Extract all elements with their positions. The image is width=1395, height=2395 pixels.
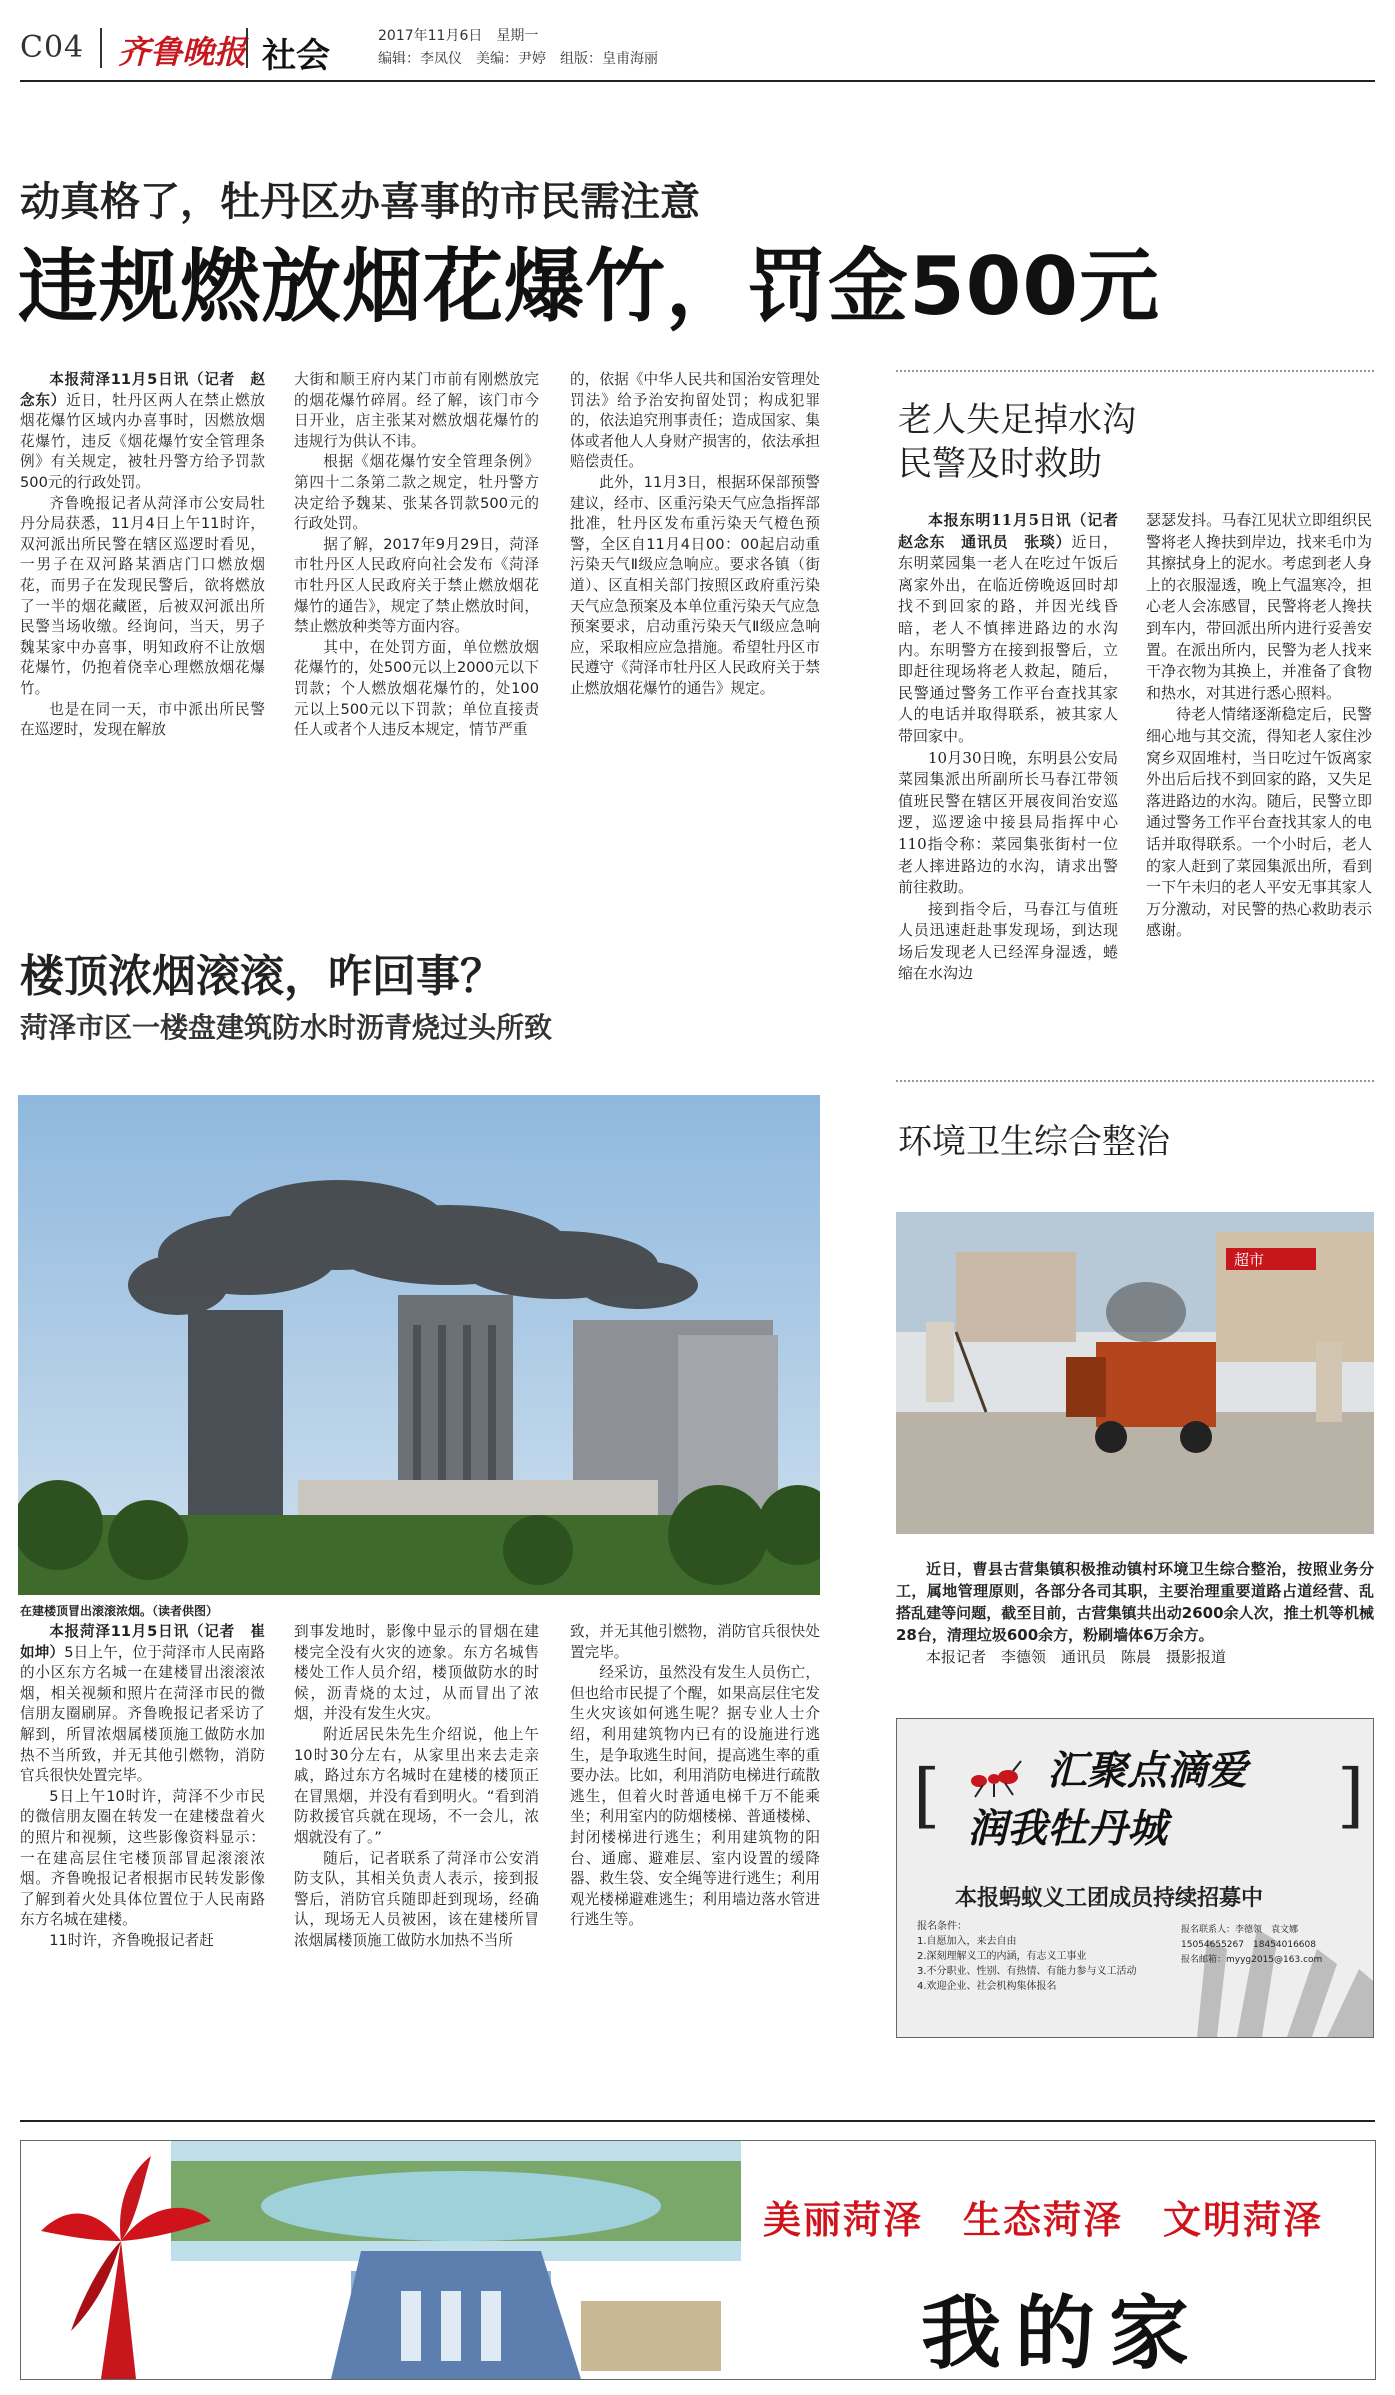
- side1-title-line-1: 老人失足掉水沟: [898, 400, 1136, 440]
- volunteer-ad: [896, 1718, 1374, 2038]
- newspaper-name: 齐鲁晚报: [118, 33, 247, 71]
- ant-icon: [971, 1761, 1021, 1797]
- story1-paragraph: 也是在同一天，市中派出所民警在巡逻时，发现在解放: [20, 700, 265, 739]
- volunteer-recruit-title: 本报蚂蚁义工团成员持续招募中: [955, 1886, 1264, 1911]
- story1-paragraph: 根据《烟花爆竹安全管理条例》第四十二条第二款之规定，牡丹警方决定给予魏某、张某各罚款500元的行政处罚。: [294, 453, 539, 533]
- side1-column-1: [898, 510, 1134, 985]
- story1-paragraph: 其中，在处罚方面，单位燃放烟花爆竹的，处500元以上2000元以下罚款；个人燃放烟花爆竹的，处100元以上500元以下罚款；单位直接责任人或者个人违反本规定，情节严重: [294, 638, 539, 739]
- hometown-banner: [20, 2140, 1376, 2380]
- story1-paragraph: 近日，牡丹区两人在禁止燃放烟花爆竹区域内办喜事时，因燃放烟花爆竹，违反《烟花爆竹安全管理条例》有关规定，被牡丹警方给予罚款500元的行政处罚。: [20, 391, 265, 491]
- page-number: C04: [20, 30, 85, 65]
- story2-paragraph: 到事发地时，影像中显示的冒烟在建楼完全没有火灾的迹象。东方名城售楼处工作人员介绍，楼顶做防水的时候，沥青烧的太过，从而冒出了浓烟，并没有发生火灾。: [294, 1623, 539, 1723]
- side1-top-rule: [896, 370, 1374, 372]
- contact-names: 李德领 袁文娜: [1235, 1925, 1299, 1935]
- conditions-title: 报名条件：: [917, 1921, 967, 1932]
- story1-paragraph: 据了解，2017年9月29日，菏泽市牡丹区人民政府向社会发布《菏泽市牡丹区人民政府关于禁止燃放烟花爆竹的通告》，规定了禁止燃放时间，禁止燃放种类等方面内容。: [294, 535, 539, 636]
- volunteer-slogan-1: 汇聚点滴爱: [1047, 1747, 1247, 1794]
- side1-paragraph: 10月30日晚，东明县公安局菜园集派出所副所长马春江带领值班民警在辖区开展夜间治安巡逻，巡逻途中接县局指挥中心110指令称：菜园集张街村一位老人摔进路边的水沟，请求出警前往救助。: [898, 748, 1118, 897]
- story2-paragraph: 附近居民朱先生介绍说，他上午10时30分左右，从家里出来去走亲戚，路过东方名城时在建楼的楼顶正在冒黑烟，并没有看到明火。“看到消防救援官兵就在现场，不一会儿，浓烟就没有了。”: [294, 1725, 539, 1846]
- story2-lead: 本报菏泽11月5日讯（记者 崔如坤）: [20, 1623, 265, 1661]
- volunteer-conditions: [917, 1919, 1177, 1994]
- story2-column-2: [294, 1622, 539, 1952]
- story1-paragraph: 此外，11月3日，根据环保部预警建议，经市、区重污染天气应急指挥部批准，牡丹区发布重污染天气橙色预警，全区自11月4日00：00起启动重污染天气Ⅱ级应急响应。要求各镇（街道）、区直相关部门按照区政府重污染天气应急预案及本单位重污染天气应急预案要求，启动重污染天气Ⅱ级应急响应，采取相应应急措施。希望牡丹区市民遵守《菏泽市牡丹区人民政府关于禁止燃放烟花爆竹的通告》规定。: [570, 473, 820, 697]
- story1-column-3: [570, 370, 820, 700]
- story2-paragraph: 随后，记者联系了菏泽市公安消防支队，其相关负责人表示，接到报警后，消防官兵随即赶到现场，经确认，现场无人员被困，该在建楼所冒浓烟属楼顶施工做防水加热不当所: [294, 1849, 539, 1949]
- smoke-building-photo: [18, 1095, 820, 1595]
- side2-body: 近日，曹县古营集镇积极推动镇村环境卫生综合整治，按照业务分工，属地管理原则，各部分各司其职，主要治理重要道路占道经营、乱搭乱建等问题，截至目前，古营集镇共出动2600余人次，推土机等机械28台，清理垃圾600余方，粉刷墙体6万余方。: [896, 1560, 1374, 1644]
- story1-lead: 本报菏泽11月5日讯（记者 赵念东）: [20, 371, 265, 409]
- side2-credit: 本报记者 李德领 通讯员 陈晨 摄影报道: [926, 1648, 1227, 1666]
- side1-paragraph: 瑟瑟发抖。马春江见状立即组织民警将老人搀扶到岸边，找来毛巾为其擦拭身上的泥水。考虑到老人身上的衣服湿透，晚上气温寒冷，担心老人会冻感冒，民警将老人搀扶到车内，带回派出所内进行妥善安置。在派出所内，民警为老人找来干净衣物为其换上，并准备了食物和热水，对其进行悉心照料。: [1146, 511, 1372, 702]
- story2-paragraph: 11时许，齐鲁晚报记者赶: [49, 1931, 214, 1949]
- bracket-left: [: [913, 1754, 941, 1836]
- contact-phones: 15054655267 18454016608: [1181, 1940, 1316, 1950]
- story2-paragraph: 5日上午10时许，菏泽不少市民的微信朋友圈在转发一在建楼盘着火的照片和视频，这些影像资料显示：一在建高层住宅楼顶部冒起滚滚浓烟。齐鲁晚报记者根据市民转发影像了解到着火处具体位置位于人民南路东方名城在建楼。: [20, 1787, 265, 1929]
- side1-paragraph: 待老人情绪逐渐稳定后，民警细心地与其交流，得知老人家住沙窝乡双固堆村，当日吃过午饭离家外出后后找不到回家的路，又失足落进路边的水沟。随后，民警立即通过警务工作平台查找其家人的电话并取得联系。一个小时后，老人的家人赶到了菜园集派出所，看到一下午未归的老人平安无事其家人万分激动，对民警的热心救助表示感谢。: [1146, 705, 1372, 940]
- header-rule: [20, 80, 1375, 82]
- story1-paragraph: 大街和顺王府内某门市前有刚燃放完的烟花爆竹碎屑。经了解，该门市今日开业，店主张某对燃放烟花爆竹的违规行为供认不讳。: [294, 371, 539, 450]
- contact-label: 报名联系人：: [1181, 1925, 1236, 1935]
- story1-column-2: [294, 370, 539, 741]
- banner-rule: [20, 2120, 1375, 2122]
- banner-big-text: 我的家: [921, 2286, 1203, 2380]
- volunteer-contacts: [1181, 1923, 1322, 1968]
- condition-item: 2.深刻理解义工的内涵，有志义工事业: [917, 1951, 1087, 1962]
- story2-headline: 楼顶浓烟滚滚，咋回事？: [20, 951, 504, 1002]
- volunteer-slogan-2: 润我牡丹城: [967, 1805, 1167, 1852]
- story2-paragraph: 5日上午，位于菏泽市人民南路的小区东方名城一在建楼冒出滚滚浓烟，相关视频和照片在菏泽市民的微信朋友圈刷屏。齐鲁晚报记者采访了解到，所冒浓烟属楼顶施工做防水加热不当所致，并无其他引燃物，消防官兵很快处置完毕。: [20, 1643, 265, 1785]
- story1-paragraph: 的，依据《中华人民共和国治安管理处罚法》给予治安拘留处罚；构成犯罪的，依法追究刑事责任；造成国家、集体或者他人人身财产损害的，依法承担赔偿责任。: [570, 371, 820, 471]
- side1-lead: 本报东明11月5日讯（记者 赵念东 通讯员 张琰）: [898, 511, 1134, 551]
- side2-title: 环境卫生综合整治: [898, 1122, 1170, 1162]
- cleanup-illustration: [896, 1212, 1374, 1534]
- side2-top-rule: [896, 1080, 1374, 1082]
- editors-line: 编辑：李凤仪 美编：尹婷 组版：皇甫海丽: [378, 51, 658, 67]
- story1-kicker: 动真格了，牡丹区办喜事的市民需注意: [20, 179, 700, 225]
- condition-item: 1.自愿加入，来去自由: [917, 1936, 1017, 1947]
- story1-headline: 违规燃放烟花爆竹，罚金500元: [18, 240, 1160, 333]
- story2-subhead: 菏泽市区一楼盘建筑防水时沥青烧过头所致: [20, 1011, 553, 1044]
- masthead-divider: [246, 28, 248, 68]
- side2-caption: [896, 1558, 1374, 1668]
- story1-column-1: [20, 370, 265, 741]
- section-name: 社会: [262, 36, 330, 76]
- side1-paragraph: 接到指令后，马春江与值班人员迅速赶赴事发现场，到达现场后发现老人已经浑身湿透，蜷缩在水沟边: [898, 899, 1118, 983]
- condition-item: 4.欢迎企业、社会机构集体报名: [917, 1981, 1057, 1992]
- side1-title-line-2: 民警及时救助: [898, 444, 1102, 484]
- side1-title: [898, 398, 1136, 486]
- story2-paragraph: 致，并无其他引燃物，消防官兵很快处置完毕。: [570, 1623, 820, 1661]
- banner-slogan: 美丽菏泽 生态菏泽 文明菏泽: [763, 2198, 1324, 2242]
- banner-art: [21, 2141, 741, 2379]
- side1-paragraph: 近日，东明菜园集一老人在吃过午饭后离家外出，在临近傍晚返回时却找不到回家的路，并因光线昏暗，老人不慎摔进路边的水沟内。东明警方在接到报警后，立即赶往现场将老人救起，随后，民警通过警务工作平台查找其家人的电话并取得联系，被其家人带回家中。: [898, 532, 1118, 745]
- story1-paragraph: 齐鲁晚报记者从菏泽市公安局牡丹分局获悉，11月4日上午11时许，双河派出所民警在辖区巡逻时看见，一男子在双河路某酒店门口燃放烟花，而男子在发现民警后，欲将燃放了一半的烟花藏匿，后被双河派出所民警当场收缴。经询问，当天，男子魏某家中办喜事，明知政府不让放烟花爆竹，仍抱着侥幸心理燃放烟花爆竹。: [20, 494, 265, 697]
- cleanup-photo: [896, 1212, 1374, 1534]
- bracket-right: ]: [1337, 1754, 1365, 1836]
- side1-column-2: [1146, 510, 1372, 942]
- masthead-divider: [100, 28, 102, 68]
- story2-column-3: [570, 1622, 820, 1931]
- story2-photo-caption: 在建楼顶冒出滚滚浓烟。（读者供图）: [20, 1604, 219, 1618]
- smoke-building-illustration: [18, 1095, 820, 1595]
- condition-item: 3.不分职业、性别、有热情、有能力参与义工活动: [917, 1966, 1137, 1977]
- shop-sign-text: 超市: [1234, 1251, 1265, 1269]
- story2-column-1: [20, 1622, 265, 1952]
- contact-email: 报名邮箱：myyg2015@163.com: [1181, 1955, 1323, 1965]
- date-line: 2017年11月6日 星期一: [378, 28, 539, 44]
- story2-paragraph: 经采访，虽然没有发生人员伤亡，但也给市民提了个醒，如果高层住宅发生火灾该如何逃生呢？据专业人士介绍，利用建筑物内已有的设施进行逃生，是争取逃生时间，提高逃生率的重要办法。比如，利用消防电梯进行疏散逃生，但着火时普通电梯千万不能乘坐；利用室内的防烟楼梯、普通楼梯、封闭楼梯进行逃生；利用建筑物的阳台、通廊、避难层、室内设置的缓降器、救生袋、安全绳等进行逃生；利用观光楼梯避难逃生；利用墙边落水管进行逃生等。: [570, 1664, 820, 1929]
